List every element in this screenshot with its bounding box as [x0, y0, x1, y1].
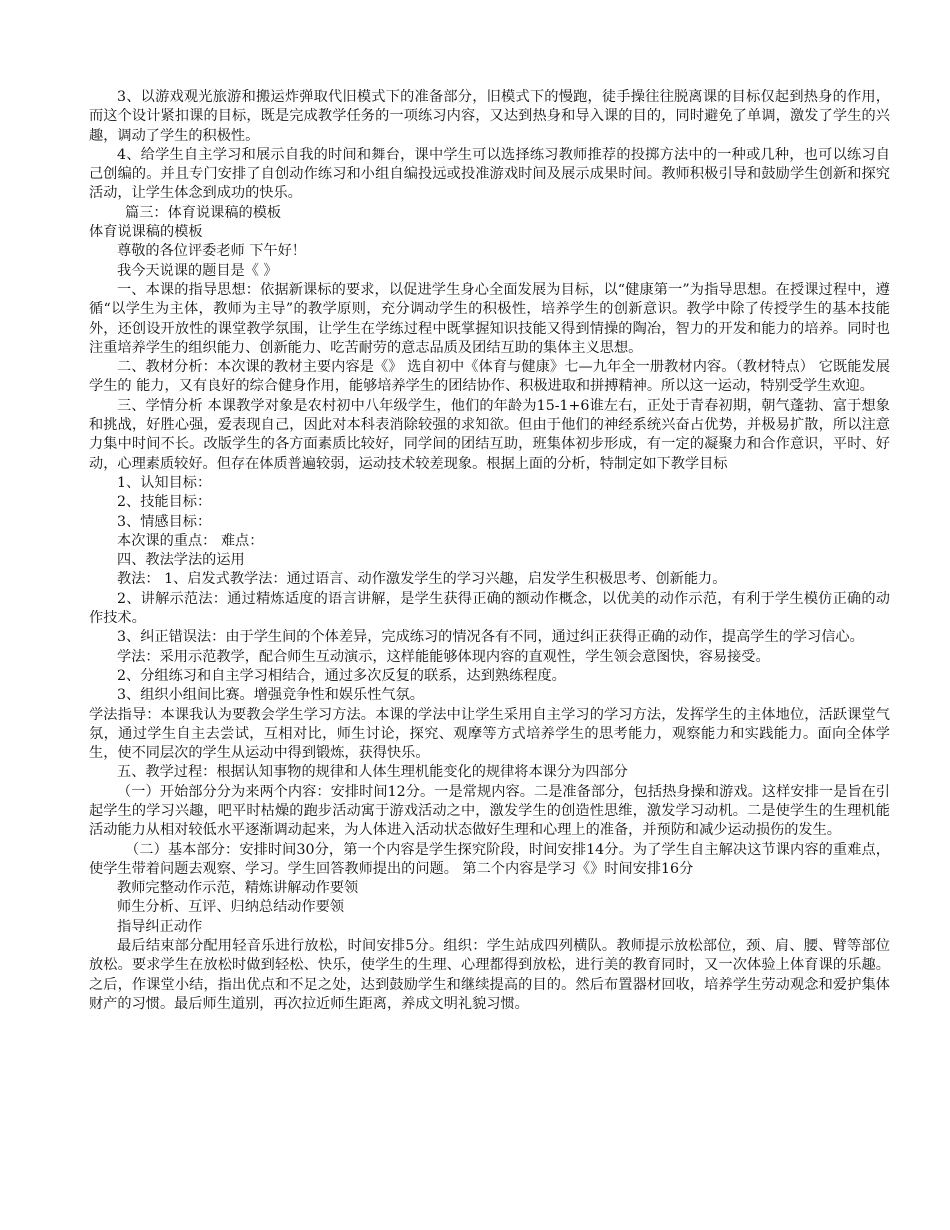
process-opening-part: （一）开始部分分为来两个内容：安排时间12分。一是常规内容。二是准备部分，包括热身操和游戏。这样安排一是旨在引起学生的学习兴趣，吧平时枯燥的跑步活动寓于游戏活动之中，激发学生的创造性思维，激发学习动机。二是使学生的生理机能活动能力从相对较低水平逐渐调动起来，为人体进入活动状态做好生理和心理上的准备，并预防和减少运动损伤的发生。: [89, 783, 890, 839]
section-heading-pian-san: 篇三：体育说课稿的模板: [125, 204, 282, 221]
learning-method-group: 2、分组练习和自主学习相结合，通过多次反复的联系，达到熟练程度。: [117, 667, 566, 684]
key-points-line: 本次课的重点： 难点：: [117, 532, 264, 549]
section-methods-heading: 四、教法学法的运用: [117, 552, 245, 569]
section-student-analysis: 三、学情分析 本课教学对象是农村初中八年级学生，他们的年龄为15-1+6谁左右，正处于青春初期，朝气蓬勃、富于想象和挑战，好胜心强，爱表现自己，因此对本科表消除较强的求知欲。但由于他们的神经系统兴奋占优势，并极易扩散，所以注意力集中时间不长。改版学生的各方面素质比较好，同学间的团结互助，班集体初步形成，有一定的凝聚力和合作意识，平时、好动，心理素质较好。但存在体质普遍较弱，运动技术较差现象。根据上面的分析，特制定如下教学目标: [89, 397, 890, 472]
method-heuristic: 教法： 1、启发式教学法：通过语言、动作激发学生的学习兴趣，启发学生积极思考、创新能力。: [117, 571, 727, 588]
paragraph-1: 3、以游戏观光旅游和搬运炸弹取代旧模式下的准备部分，旧模式下的慢跑，徒手操往往脱离课的目标仅起到热身的作用，而这个设计紧扣课的目标，既是完成教学任务的一项练习内容，又达到热身和导入课的目的，同时避免了单调，激发了学生的兴趣，调动了学生的积极性。: [89, 89, 890, 144]
method-demonstration: 2、讲解示范法：通过精炼适度的语言讲解，是学生获得正确的额动作概念，以优美的动作示范，有利于学生模仿正确的动作技术。: [89, 590, 890, 627]
goal-skill: 2、技能目标：: [117, 494, 212, 511]
section-guiding-thought: 一、本课的指导思想：依据新课标的要求，以促进学生身心全面发展为目标，以“健康第一”为指导思想。在授课过程中，遵循“以学生为主体，教师为主导”的教学原则，充分调动学生的积极性，培养学生的创新意识。教学中除了传授学生的基本技能外，还创设开放性的课堂教学氛围，让学生在学练过程中既掌握知识技能又得到情操的陶冶，智力的开发和能力的培养。同时也注重培养学生的组织能力、创新能力、吃苦耐劳的意志品质及团结互助的集体主义思想。: [89, 281, 890, 356]
process-ending-part: 最后结束部分配用轻音乐进行放松，时间安排5分。组织：学生站成四列横队。教师提示放松部位，颈、肩、腰、臂等部位放松。要求学生在放松时做到轻松、快乐，使学生的生理、心理都得到放松，进行美的教育同时，又一次体验上体育课的乐趣。之后，作课堂小结，指出优点和不足之处，达到鼓励学生和继续提高的目的。然后布置器材回收，培养学生劳动观念和爱护集体财产的习惯。最后师生道别，再次拉近师生距离，养成文明礼貌习惯。: [89, 938, 890, 1012]
method-correction: 3、纠正错误法：由于学生间的个体差异，完成练习的情况各有不同，通过纠正获得正确的动作，提高学生的学习信心。: [117, 629, 864, 646]
greeting: 尊敬的各位评委老师 下午好！: [117, 243, 306, 260]
goal-emotion: 3、情感目标：: [117, 513, 212, 530]
goal-cognitive: 1、认知目标：: [117, 474, 212, 491]
document-title: 体育说课稿的模板: [89, 224, 203, 241]
process-step-demo: 教师完整动作示范，精炼讲解动作要领: [117, 880, 359, 897]
paragraph-2: 4、给学生自主学习和展示自我的时间和舞台，课中学生可以选择练习教师推荐的投掷方法中的一种或几种，也可以练习自己创编的。并且专门安排了自创动作练习和小组自编投远或投准游戏时间及展示成果时间。教师积极引导和鼓励学生创新和探究活动，让学生体念到成功的快乐。: [89, 146, 890, 202]
process-step-correction: 指导纠正动作: [117, 918, 203, 935]
section-teaching-process: 五、教学过程：根据认知事物的规律和人体生理机能变化的规律将本课分为四部分: [117, 764, 628, 781]
learning-method-demo: 学法：采用示范教学，配合师生互动演示，这样能能够体现内容的直观性，学生领会意图快，容易接受。: [117, 648, 770, 665]
learning-guidance: 学法指导：本课我认为要教会学生学习方法。本课的学法中让学生采用自主学习的学习方法，发挥学生的主体地位，活跃课堂气氛，通过学生自主去尝试，互相对比，师生讨论，探究、观摩等方式培养学生的思考能力，观察能力和实践能力。面向全体学生，使不同层次的学生从运动中得到锻炼，获得快乐。: [89, 706, 890, 762]
lesson-title-line: 我今天说课的题目是《 》: [117, 262, 278, 279]
section-material-analysis: 二、教材分析：本次课的教材主要内容是《》 选自初中《体育与健康》七—九年全一册教材内容。（教材特点） 它既能发展学生的 能力，又有良好的综合健身作用，能够培养学生的团结协作、积极进取和拼搏精神。所以这一运动，特别受学生欢迎。: [89, 359, 890, 395]
learning-method-competition: 3、组织小组间比赛。增强竞争性和娱乐性气氛。: [117, 687, 424, 704]
process-step-analysis: 师生分析、互评、归纳总结动作要领: [117, 899, 345, 916]
process-basic-part: （二）基本部分：安排时间30分，第一个内容是学生探究阶段，时间安排14分。为了学生自主解决这节课内容的重难点，使学生带着问题去观察、学习。学生回答教师提出的问题。 第二个内容是学习《》时间安排16分: [89, 841, 890, 877]
